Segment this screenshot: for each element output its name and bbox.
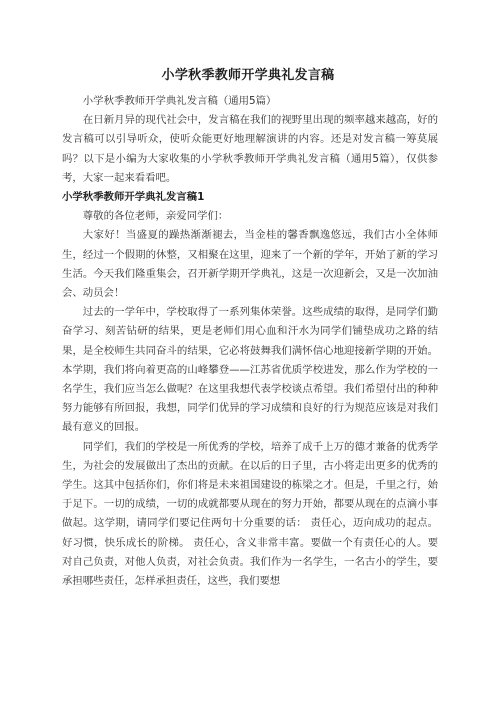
body-paragraph: 过去的一学年中，学校取得了一系列集体荣誉。这些成绩的取得，是同学们勤奋学习、刻苦钻研的结果，更是老师们用心血和汗水为同学们铺垫成功之路的结果，是全校师生共同奋斗的结果，它必将鼓舞我们满怀信心地迎接新学期的开始。本学期，我们将向着更高的山峰攀登——江苏省优质学校进发，那么作为学校的一名学生，我们应当怎么做呢？在这里我想代表学校谈点希望。我们希望付出的种种努力能够有所回报，我想，同学们优异的学习成绩和良好的行为规范应该是对我们最有意义的回报。 — [62, 306, 438, 434]
section-heading: 小学秋季教师开学典礼发言稿1 — [62, 191, 205, 204]
intro-heading: 小学秋季教师开学典礼发言稿（通用5篇） — [82, 95, 277, 107]
intro-paragraph: 在日新月异的现代社会中，发言稿在我们的视野里出现的频率越来越高，好的发言稿可以引导听众，使听众能更好地理解演讲的内容。还是对发言稿一筹莫展吗？以下是小编为大家收集的小学秋季教师开学典礼发言稿（通用5篇），仅供参考，大家一起来看看吧。 — [62, 114, 438, 184]
body-paragraph: 大家好！当盛夏的躁热渐渐褪去，当金桂的馨香飘逸悠远，我们古小全体师生，经过一个假期的休整，又相聚在这里，迎来了一个新的学年，开始了新的学习生活。今天我们隆重集会，召开新学期开学典礼，这是一次迎新会，又是一次加油会、动员会！ — [62, 229, 438, 300]
greeting-paragraph: 尊敬的各位老师，亲爱同学们： — [82, 210, 229, 223]
body-paragraph: 同学们，我们的学校是一所优秀的学校，培养了成千上万的德才兼备的优秀学生，为社会的发展做出了杰出的贡献。在以后的日子里，古小将走出更多的优秀的学生。这其中包括你们，你们将是未来祖国建设的栋梁之才。但是，千里之行，始于足下。一切的成绩，一切的成就都要从现在的努力开始，都要从现在的点滴小事做起。这学期，请同学们要记住两句十分重要的话： 责任心，迈向成功的起点。 好习惯，快乐成长的阶梯。 责任心，含义非常丰富。要做一个有责任心的人。要对自己负责，对他人负责，对社会负责。我们作为一名学生，一名古小的学生，要承担哪些责任，怎样承担责任，这些，我们要想 — [62, 440, 438, 588]
document-body — [62, 92, 438, 591]
document-title: 小学秋季教师开学典礼发言稿 — [161, 68, 335, 83]
